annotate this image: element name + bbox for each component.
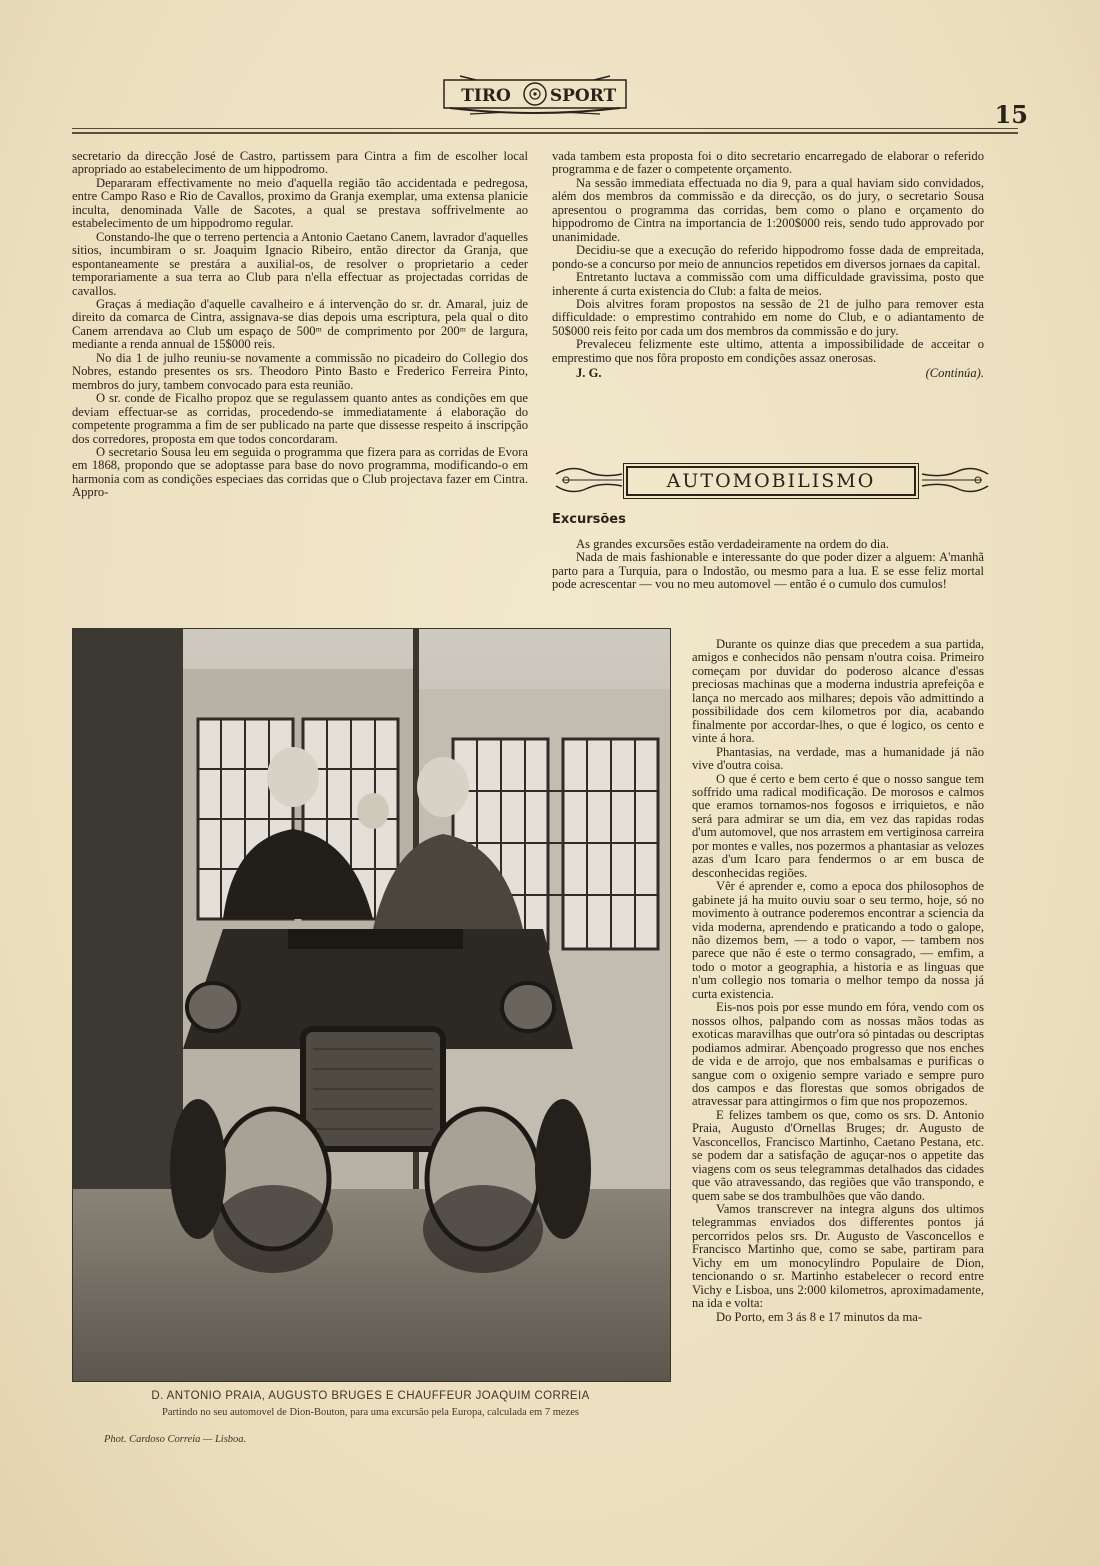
header-rule-thick [72,132,1018,134]
right-column-narrow [692,638,984,1324]
paragraph: Decidiu-se que a execução do referido hippodromo fosse dada de empreitada, pondo-se a concurso por meio de annuncios repetidos em diversos jornaes da capital. [552,243,984,271]
section-subhead: Excursões [552,512,626,527]
paragraph: Eis-nos pois por esse mundo em fóra, vendo com os nossos olhos, palpando com as nossas mãos todas as exoticas maravilhas que outr'ora só pintadas ou descriptas podiamos admirar. Abençoado progresso que nos enches de vida e de arrojo, que nos embalsamas e purificas o sangue com o oxigenio sempre variado e sempre puro dos campos e das florestas que somos obrigados de atravessar para attingirmos o fim que nos propozemos. [692,1000,984,1109]
section-title: AUTOMOBILISMO [626,466,916,496]
section-banner [552,462,992,498]
caption-title: D. ANTONIO PRAIA, AUGUSTO BRUGES E CHAUFFEUR JOAQUIM CORREIA [151,1390,590,1402]
paragraph: Dois alvitres foram propostos na sessão de 21 de julho para remover esta difficuldade: o emprestimo contrahido em nome do Club, e o adiantamento de 50$000 reis feito por cada um dos membros da commissão e do jury. [552,296,984,338]
masthead-right-word: SPORT [549,86,617,106]
paragraph: O sr. conde de Ficalho propoz que se regulassem quanto antes as condições em que deviam effectuar-se as corridas, procedendo-se immediatamente á elaboração do competente programma a fim de ser publicado na parte que dissesse respeito á inscripção dos corredores, proposta em que todos concordaram. [72,391,528,446]
right-column-top [552,150,984,381]
paragraph: Nada de mais fashionable e interessante do que poder dizer a alguem: A'manhã parto para a Turquia, para o Indostão, ou mesmo para a lua. E se esse feliz mortal pode acrescentar — vou no meu automovel — então é o cumulo dos cumulos! [552,550,984,592]
header-rule [72,128,1018,129]
paragraph: Entretanto luctava a commissão com uma difficuldade gravissima, posto que inherente á curta existencia do Club: a falta de meios. [552,270,984,298]
paragraph: Do Porto, em 3 ás 8 e 17 minutos da ma- [716,1309,923,1324]
paragraph: Depararam effectivamente no meio d'aquella região tão accidentada e pedregosa, entre Campo Raso e Rio de Cavallos, proximo da Granja exemplar, uma extensa planicie inculta, denominada Valle de Sacotes, a qual se prestava soffrivelmente ao estabelecimento de um hippodromo regular. [72,175,528,231]
continued-note: (Continúa). [925,366,984,381]
paragraph: Graças á mediação d'aquelle cavalheiro e á intervenção do sr. dr. Amaral, juiz de direito da comarca de Cintra, assignava-se dias depois uma escriptura, pela qual o dito Canem arrendava ao Club um espaço de 500ᵐ de comprimento por 200ᵐ de largura, mediante a renda annual de 15$000 reis. [72,296,528,352]
paragraph: Prevaleceu felizmente este ultimo, attenta a impossibilidade de acceitar o emprestimo que nos fôra proposto em condições assaz onerosas. [552,337,984,365]
photo-caption [72,1390,669,1418]
author-initials: J. G. [576,366,602,381]
left-flourish-icon [552,462,624,498]
paragraph: Na sessão immediata effectuada no dia 9, para a qual haviam sido convidados, além dos membros da commissão e da direcção, os do jury, o secretario Sousa apresentou o programma das corridas, bem como o plano e orçamento do hippodromo de Cintra na importancia de 1:200$000 reis, sendo tudo approvado por unanimidade. [552,175,984,244]
paragraph: No dia 1 de julho reuniu-se novamente a commissão no picadeiro do Collegio dos Nobres, estando presentes os srs. Theodoro Pinto Basto e Frederico Ferreira Pinto, membros do jury, tambem convocado para esta reunião. [72,350,528,392]
paragraph: Durante os quinze dias que precedem a sua partida, amigos e conhecidos não pensam n'outra coisa. Primeiro começam por duvidar do poderoso alcance d'essas preciosas machinas que a moderna industria aprefeiçôa e lança no mercado aos milhares; depois vão admittindo a possibilidade dos cem kilometros por dia, acabando finalmente por accordar-lhes, o que é logico, os cento e vinte á hora. [692,637,984,746]
paragraph: As grandes excursões estão verdadeiramente na ordem do dia. [576,537,889,551]
paragraph: O secretario Sousa leu em seguida o programma que fizera para as corridas de Evora em 1868, propondo que se adoptasse para base do novo programma, modificando-o em harmonia com as condições especiaes das corridas que o Club projectava fazer em Cintra. Appro- [72,444,528,500]
right-flourish-icon [920,462,992,498]
paragraph: secretario da direcção José de Castro, partissem para Cintra a fim de escolher local apropriado ao estabelecimento de um hippodromo. [72,149,528,177]
paragraph: vada tambem esta proposta foi o dito secretario encarregado de elaborar o referido programma e de fazer o competente orçamento. [552,149,984,177]
automobile-photograph [72,628,671,1382]
page-number: 15 [994,100,1028,129]
masthead-logo [440,72,630,118]
paragraph: E felizes tambem os que, como os srs. D. Antonio Praia, Augusto d'Ornellas Bruges; dr. Augusto de Vasconcellos, Francisco Martinho, Caetano Pestana, etc. se podem dar a satisfação de aguçar-nos o appetite das viagens com os seus telegrammas detalhados das cidades que vão atravessando, das regiões que vão transpondo, e quem sabe se dos trambulhões que vão dando. [692,1107,984,1203]
photo-credit: Phot. Cardoso Correia — Lisboa. [104,1434,247,1445]
article-signoff [552,367,984,380]
paragraph: Constando-lhe que o terreno pertencia a Antonio Caetano Canem, lavrador d'aquelles sitios, incumbiram o sr. Joaquim Ignacio Ribeiro, então director da Granja, que espontaneamente se prestára a auxilial-os, de resolver o proprietario a ceder temporariamente a sua terra ao Club para n'ella effectuar as projectadas corridas de cavallos. [72,229,528,298]
paragraph: O que é certo e bem certo é que o nosso sangue tem soffrido uma radical modificação. De morosos e calmos que eramos tornamos-nos fogosos e irriquietos, e não será para admirar se um dia, em vez das rapidas rodas d'um automovel, que nos arrastem em vertiginosa carreira por montes e valles, nos pozermos a phantasiar as velozes azas d'um Icaro para fendermos o ar em busca de desconhecidas regiões. [692,771,984,880]
caption-description: Partindo no seu automovel de Dion-Bouton, para uma excursão pela Europa, calculada em 7 mezes [162,1407,579,1418]
paragraph: Phantasias, na verdade, mas a humanidade já não vive d'outra coisa. [692,744,984,773]
masthead-left-word: TIRO [461,86,511,106]
paragraph: Vêr é aprender e, como a epoca dos philosophos de gabinete já ha muito ouviu soar o seu termo, hoje, só no movimento à outrance poderemos encontrar a sciencia da vida moderna, aprendendo e praticando a todo o galope, não dizemos bem, — a todo o vapor, — tambem nos parece que não é este o termo consagrado, — emfim, a todo o motor a geographia, a historia e as linguas que n'um collegio nos tomaria o melhor tempo da nossa já curta existencia. [692,879,984,1001]
left-column [72,150,528,500]
paragraph: Vamos transcrever na integra alguns dos ultimos telegrammas enviados dos differentes pontos já percorridos pelos srs. Dr. Augusto de Vasconcellos e Francisco Martinho que, como se sabe, partiram para Vichy em um monocylindro Populaire de Dion, tencionando o sr. Martinho estabelecer o record entre Vichy e Lisboa, uns 2:000 kilometros, aproximadamente, na ida e volta: [692,1202,984,1311]
right-column-wide [552,538,984,592]
